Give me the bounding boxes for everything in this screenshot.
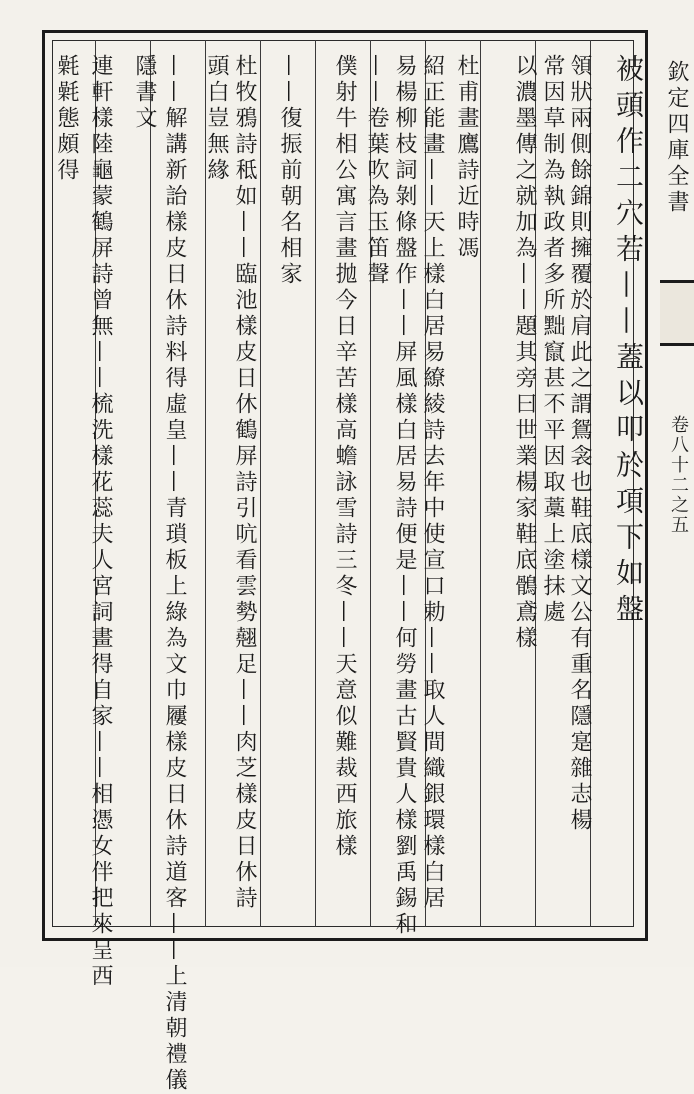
text-column: 紹正能畫——天上樣白居易繚綾詩去年中使宣口勅——取人間織銀環樣白居 [420, 54, 445, 912]
text-column: 杜甫畫鷹詩近時馮 [454, 54, 479, 262]
text-column: ——解講新詒樣皮日休詩料得虛皇——青瑣板上綠為文巾屨樣皮日休詩道客——上清朝禮儀 [162, 54, 187, 1094]
volume-label: 卷八十二之五 [668, 415, 689, 535]
text-column: 領狀兩側餘錦則擁覆於肩此之謂鴛衾也鞋底樣文公有重名隱寔雜志楊 [567, 54, 592, 834]
text-column: 杜牧鴉詩秪如——臨池樣皮日休鶴屏詩引吭看雲勢翹足——肉芝樣皮日休詩 [232, 54, 257, 912]
text-column: 常因草制為執政者多所黜竄甚不平因取藁上塗抹處 [540, 54, 565, 626]
column-rule [315, 40, 316, 927]
text-column: 連軒樣陸龜蒙鶴屏詩曾無——梳洗樣花蕊夫人宮詞畫得自家——相憑女伴把來呈西 [88, 54, 113, 990]
book-title: 欽定四庫全書 [664, 60, 689, 216]
text-column: 僕射牛相公寓言畫拋今日辛苦樣高蟾詠雪詩三冬——天意似難裁西旅樣 [332, 54, 357, 860]
text-column: 以濃墨傳之就加為——題其旁曰世業楊家鞋底鶻鳶樣 [512, 54, 537, 652]
text-column: 氉氉態頗得 [54, 54, 79, 184]
text-column: 被頭作二穴若——蓋以叩於項下如盤 [612, 54, 645, 630]
text-column: 頭白豈無緣 [204, 54, 229, 184]
text-column: ——復振前朝名相家 [277, 54, 302, 288]
text-column: ——卷葉吹為玉笛聲 [364, 54, 389, 288]
text-column: 隱書文 [132, 54, 157, 132]
text-column: 易楊柳枝詞剝條盤作——屏風樣白居易詩便是——何勞畫古賢貴人樣劉禹錫和 [392, 54, 417, 938]
fold-mark [660, 280, 694, 346]
